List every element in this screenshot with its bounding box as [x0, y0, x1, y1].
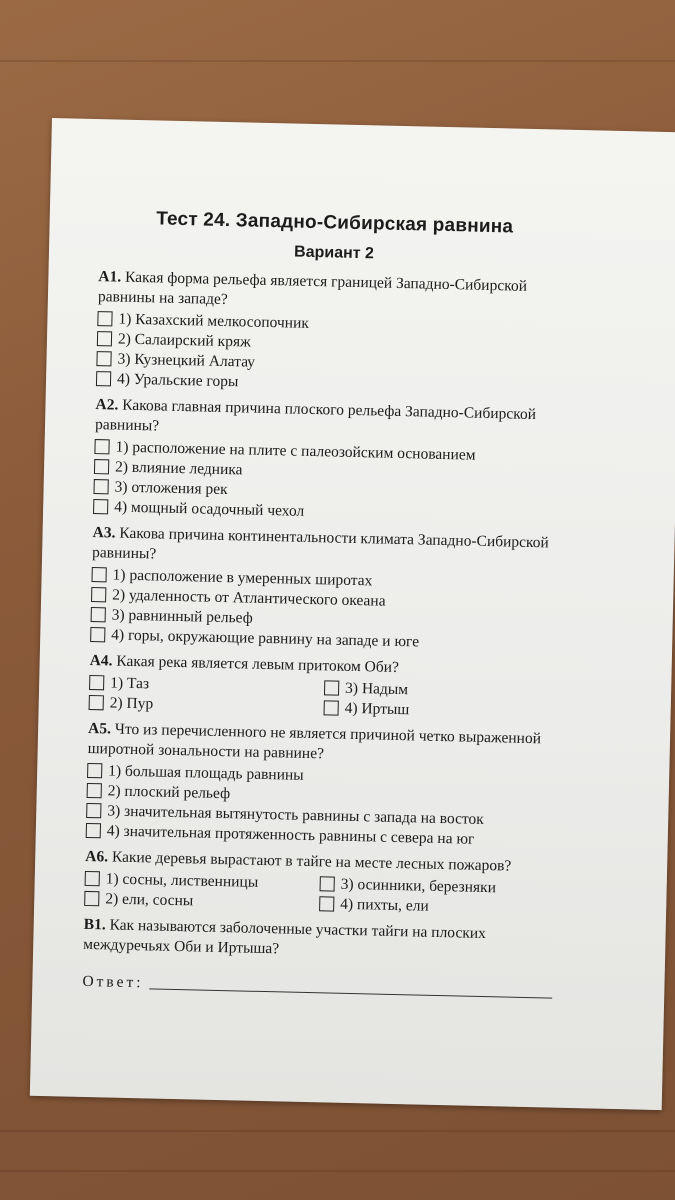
- question-number: В1.: [83, 915, 106, 934]
- question-a2: [93, 395, 566, 528]
- question-a3: [90, 523, 563, 656]
- question-number: А6.: [85, 847, 109, 866]
- question-number: А4.: [89, 651, 113, 670]
- option-a5-1[interactable]: 1) большая площадь равнины: [87, 761, 557, 792]
- option-a6-1[interactable]: 1) сосны, лиственницы: [85, 869, 320, 894]
- question-b1: [83, 915, 554, 966]
- question-number: А1.: [98, 268, 122, 286]
- option-a1-4[interactable]: 4) Уральские горы: [96, 369, 566, 400]
- checkbox[interactable]: [89, 695, 104, 710]
- test-title: Тест 24. Западно-Сибирская равнина: [155, 208, 514, 238]
- checkbox[interactable]: [91, 567, 106, 582]
- checkbox[interactable]: [93, 479, 108, 494]
- question-number: А2.: [95, 396, 119, 414]
- question-text: Какая река является левым притоком Оби?: [116, 652, 400, 677]
- option-a1-3[interactable]: 3) Кузнецкий Алатау: [96, 349, 566, 380]
- answer-row: [82, 973, 552, 1002]
- option-a3-2[interactable]: 2) удаленность от Атлантического океана: [91, 585, 561, 616]
- question-a4: [89, 651, 560, 724]
- option-a2-1[interactable]: 1) расположение на плите с палеозойским основанием: [94, 437, 564, 468]
- checkbox[interactable]: [89, 675, 104, 690]
- checkbox[interactable]: [85, 871, 100, 886]
- option-a4-2[interactable]: 2) Пур: [89, 693, 324, 718]
- option-a6-2[interactable]: 2) ели, сосны: [84, 889, 319, 914]
- option-a3-4[interactable]: 4) горы, окружающие равнину на западе и юге: [90, 625, 560, 656]
- option-a4-3[interactable]: 3) Надым: [324, 678, 559, 703]
- checkbox[interactable]: [90, 627, 105, 642]
- question-a1: [96, 267, 569, 400]
- checkbox[interactable]: [93, 499, 108, 514]
- question-text: Какова причина континентальности климата Западно-Сибирской равнины?: [91, 524, 550, 563]
- option-a6-3[interactable]: 3) осинники, березняки: [319, 874, 554, 899]
- test-sheet: [30, 118, 675, 1110]
- question-text: Как называются заболоченные участки тайги на плоских междуречьях Оби и Иртыша?: [83, 916, 487, 958]
- question-number: А5.: [87, 719, 112, 738]
- option-a2-4[interactable]: 4) мощный осадочный чехол: [93, 497, 563, 528]
- option-a1-2[interactable]: 2) Салаирский кряж: [97, 329, 567, 360]
- checkbox[interactable]: [97, 311, 112, 326]
- option-a4-4[interactable]: 4) Иртыш: [323, 698, 558, 723]
- checkbox[interactable]: [87, 783, 102, 798]
- checkbox[interactable]: [87, 763, 102, 778]
- question-text: Какая форма рельефа является границей Западно-Сибирской равнины на западе?: [97, 268, 528, 309]
- question-text: Какие деревья вырастают в тайге на месте лесных пожаров?: [111, 848, 512, 875]
- option-a5-3[interactable]: 3) значительная вытянутость равнины с запада на восток: [86, 801, 556, 832]
- option-a3-1[interactable]: 1) расположение в умеренных широтах: [91, 565, 561, 596]
- option-a1-1[interactable]: 1) Казахский мелкосопочник: [97, 309, 567, 340]
- option-a2-3[interactable]: 3) отложения рек: [93, 477, 563, 508]
- question-a5: [86, 719, 559, 852]
- option-a5-2[interactable]: 2) плоский рельеф: [87, 781, 557, 812]
- checkbox[interactable]: [94, 439, 109, 454]
- checkbox[interactable]: [86, 803, 101, 818]
- checkbox[interactable]: [324, 680, 339, 695]
- checkbox[interactable]: [319, 896, 334, 911]
- question-text: Что из перечисленного не является причиной четко выраженной широтной зональности на равнине?: [87, 720, 542, 763]
- answer-label: Ответ:: [82, 972, 144, 992]
- checkbox[interactable]: [96, 351, 111, 366]
- option-a6-4[interactable]: 4) пихты, ели: [319, 894, 554, 919]
- checkbox[interactable]: [94, 459, 109, 474]
- checkbox[interactable]: [91, 607, 106, 622]
- answer-field[interactable]: [149, 974, 552, 998]
- question-text: Какова главная причина плоского рельефа Западно-Сибирской равнины?: [94, 396, 537, 435]
- checkbox[interactable]: [324, 700, 339, 715]
- test-content: [82, 207, 570, 1001]
- question-number: А3.: [92, 524, 116, 542]
- checkbox[interactable]: [320, 876, 335, 891]
- checkbox[interactable]: [86, 823, 101, 838]
- question-a6: [84, 847, 555, 920]
- checkbox[interactable]: [97, 331, 112, 346]
- option-a3-3[interactable]: 3) равнинный рельеф: [91, 605, 561, 636]
- variant-label: Вариант 2: [293, 243, 375, 263]
- option-a5-4[interactable]: 4) значительная протяженность равнины с севера на юг: [86, 821, 556, 852]
- checkbox[interactable]: [91, 587, 106, 602]
- checkbox[interactable]: [96, 371, 111, 386]
- option-a4-1[interactable]: 1) Таз: [89, 673, 324, 698]
- checkbox[interactable]: [84, 891, 99, 906]
- option-a2-2[interactable]: 2) влияние ледника: [94, 457, 564, 488]
